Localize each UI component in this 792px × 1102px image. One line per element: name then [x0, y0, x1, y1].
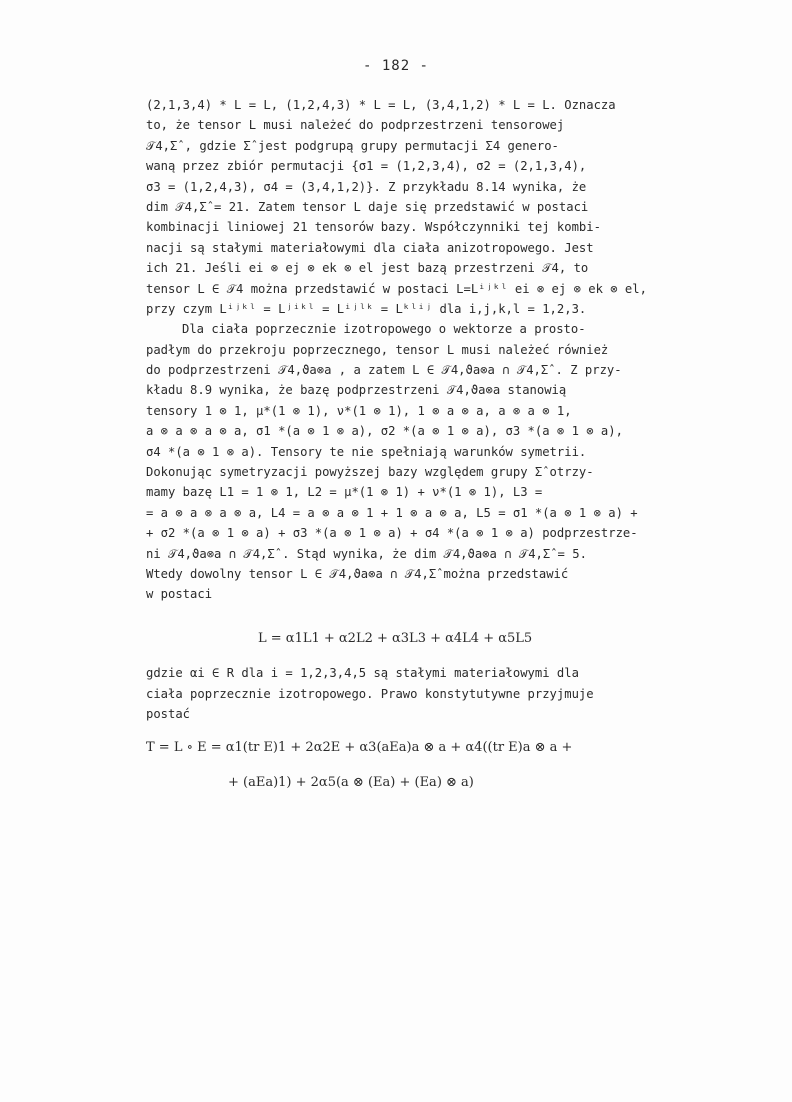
spacer	[146, 724, 676, 738]
text-line: ciała poprzecznie izotropowego. Prawo konstytutywne przyjmuje	[146, 686, 594, 701]
text-line: Dla ciała poprzecznie izotropowego o wektorze a prosto-	[182, 322, 586, 337]
spacer	[146, 605, 676, 625]
text-line: = a ⊗ a ⊗ a ⊗ a, L4 = a ⊗ a ⊗ 1 + 1 ⊗ a ⊗ a, L5 = σ1 *(a ⊗ 1 ⊗ a) +	[146, 505, 638, 520]
page-body	[146, 95, 676, 793]
text-line: to, że tensor L musi należeć do podprzestrzeni tensorowej	[146, 118, 565, 133]
equation-tensor-decomposition: L = α1L1 + α2L2 + α3L3 + α4L4 + α5L5	[258, 630, 533, 646]
text-line: gdzie αi ∈ R dla i = 1,2,3,4,5 są stałymi materiałowymi dla	[146, 666, 579, 681]
text-line: 𝒯4,Σ̂ , gdzie Σ̂ jest podgrupą grupy permutacji Σ4 genero-	[146, 138, 559, 153]
text-line: σ3 = (1,2,4,3), σ4 = (3,4,1,2)}. Z przykładu 8.14 wynika, że	[146, 179, 587, 194]
text-line: (2,1,3,4) * L = L, (1,2,4,3) * L = L, (3,4,1,2) * L = L. Oznacza	[146, 98, 616, 112]
equation-constitutive-law-line2: + (aEa)1) + 2α5(a ⊗ (Ea) + (Ea) ⊗ a)	[228, 774, 474, 790]
text-line: nacji są stałymi materiałowymi dla ciała anizotropowego. Jest	[146, 240, 594, 255]
text-line: do podprzestrzeni 𝒯4,ϑa⊗a , a zatem L ∈ 𝒯4,ϑa⊗a ∩ 𝒯4,Σ̂ . Z przy-	[146, 363, 622, 378]
text-line: w postaci	[146, 587, 213, 602]
text-line: a ⊗ a ⊗ a ⊗ a, σ1 *(a ⊗ 1 ⊗ a), σ2 *(a ⊗ 1 ⊗ a), σ3 *(a ⊗ 1 ⊗ a),	[146, 424, 623, 439]
text-line: padłym do przekroju poprzecznego, tensor L musi należeć również	[146, 342, 609, 357]
equation-constitutive-law-line1: T = L ∘ E = α1(tr E)1 + 2α2E + α3(aEa)a ⊗ a + α4((tr E)a ⊗ a +	[146, 740, 573, 756]
text-line: tensor L ∈ 𝒯4 można przedstawić w postaci L=Lⁱʲᵏˡ ei ⊗ ej ⊗ ek ⊗ el,	[146, 281, 647, 296]
text-line: postać	[146, 706, 191, 721]
text-line: tensory 1 ⊗ 1, μ*(1 ⊗ 1), ν*(1 ⊗ 1), 1 ⊗ a ⊗ a, a ⊗ a ⊗ 1,	[146, 403, 572, 418]
text-line: przy czym Lⁱʲᵏˡ = Lʲⁱᵏˡ = Lⁱʲˡᵏ = Lᵏˡⁱʲ dla i,j,k,l = 1,2,3.	[146, 301, 587, 316]
text-line: kombinacji liniowej 21 tensorów bazy. Współczynniki tej kombi-	[146, 220, 601, 235]
text-line: ich 21. Jeśli ei ⊗ ej ⊗ ek ⊗ el jest bazą przestrzeni 𝒯4, to	[146, 261, 589, 276]
paragraph-transverse-isotropic	[146, 319, 676, 604]
text-line: ni 𝒯4,ϑa⊗a ∩ 𝒯4,Σ̂ . Stąd wynika, że dim 𝒯4,ϑa⊗a ∩ 𝒯4,Σ̂ = 5.	[146, 546, 587, 561]
text-line: σ4 *(a ⊗ 1 ⊗ a). Tensory te nie spełniają warunków symetrii.	[146, 444, 587, 459]
text-line: + σ2 *(a ⊗ 1 ⊗ a) + σ3 *(a ⊗ 1 ⊗ a) + σ4 *(a ⊗ 1 ⊗ a) podprzestrze-	[146, 526, 638, 541]
text-line: waną przez zbiór permutacji {σ1 = (1,2,3,4), σ2 = (2,1,3,4),	[146, 159, 587, 174]
text-line: Wtedy dowolny tensor L ∈ 𝒯4,ϑa⊗a ∩ 𝒯4,Σ̂ można przedstawić	[146, 566, 569, 581]
text-line: mamy bazę L1 = 1 ⊗ 1, L2 = μ*(1 ⊗ 1) + ν*(1 ⊗ 1), L3 =	[146, 485, 543, 500]
page-number: - 182 -	[362, 58, 429, 74]
text-line: Dokonując symetryzacji powyższej bazy względem grupy Σ̂ otrzy-	[146, 465, 594, 480]
paragraph-anisotropic	[146, 95, 676, 319]
text-line: kładu 8.9 wynika, że bazę podprzestrzeni 𝒯4,ϑa⊗a stanowią	[146, 383, 567, 398]
text-line: dim 𝒯4,Σ̂ = 21. Zatem tensor L daje się przedstawić w postaci	[146, 199, 589, 214]
paragraph-constitutive	[146, 663, 676, 724]
